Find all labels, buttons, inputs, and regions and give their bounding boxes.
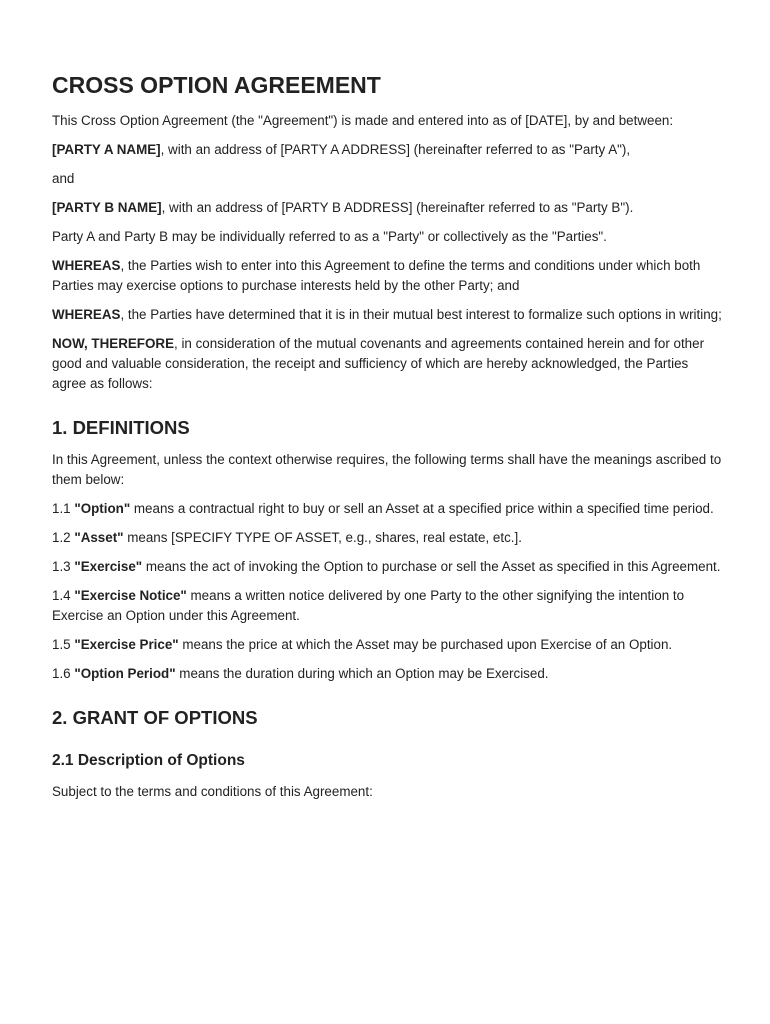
- parties-paragraph: Party A and Party B may be individually referred to as a "Party" or collectively as the "Parties".: [52, 229, 607, 244]
- definition-item: [52, 557, 722, 577]
- definition-text: means a written notice delivered by one Party to the other signifying the intention to Exercise an Option under this Agreement.: [52, 588, 685, 623]
- definition-item: [52, 528, 722, 548]
- document-title: CROSS OPTION AGREEMENT: [52, 72, 381, 98]
- definition-text: means a contractual right to buy or sell an Asset at a specified price within a specified time period.: [130, 501, 714, 516]
- definition-number: 1.3: [52, 559, 75, 574]
- definition-item: [52, 635, 722, 655]
- section-2-intro: Subject to the terms and conditions of this Agreement:: [52, 784, 373, 799]
- party-b-name: [PARTY B NAME]: [52, 200, 162, 215]
- definition-term: "Exercise Price": [74, 637, 179, 652]
- whereas-paragraph-2: [52, 305, 722, 325]
- section-1-heading: 1. DEFINITIONS: [52, 417, 190, 438]
- definition-item: [52, 586, 722, 626]
- definition-term: "Exercise Notice": [74, 588, 187, 603]
- party-a-paragraph: [52, 140, 722, 160]
- whereas-lead-1: WHEREAS: [52, 258, 121, 273]
- whereas-lead-2: WHEREAS: [52, 307, 121, 322]
- definition-number: 1.2: [52, 530, 75, 545]
- definition-item: [52, 664, 722, 684]
- definition-term: "Option": [74, 501, 131, 516]
- definition-item: [52, 499, 722, 519]
- definition-term: "Exercise": [74, 559, 143, 574]
- section-1-intro: In this Agreement, unless the context otherwise requires, the following terms shall have the meanings ascribed to them below:: [52, 452, 722, 487]
- definition-text: means the price at which the Asset may be purchased upon Exercise of an Option.: [178, 637, 673, 652]
- definition-text: means the duration during which an Option may be Exercised.: [175, 666, 549, 681]
- party-b-paragraph: [52, 198, 722, 218]
- whereas-paragraph-1: [52, 256, 722, 296]
- party-a-name: [PARTY A NAME]: [52, 142, 161, 157]
- definition-term: "Option Period": [74, 666, 176, 681]
- definition-number: 1.6: [52, 666, 75, 681]
- definition-text: means the act of invoking the Option to purchase or sell the Asset as specified in this Agreement.: [142, 559, 721, 574]
- definition-text: means [SPECIFY TYPE OF ASSET, e.g., shares, real estate, etc.].: [123, 530, 522, 545]
- party-b-details: , with an address of [PARTY B ADDRESS] (hereinafter referred to as "Party B").: [161, 200, 634, 215]
- document-page: [52, 71, 722, 811]
- now-therefore-lead: NOW, THEREFORE: [52, 336, 175, 351]
- whereas-text-1: , the Parties wish to enter into this Agreement to define the terms and conditions under which both Parties may exercise options to purchase interests held by the other Party; and: [52, 258, 701, 293]
- party-a-details: , with an address of [PARTY A ADDRESS] (hereinafter referred to as "Party A"),: [160, 142, 631, 157]
- now-therefore-paragraph: [52, 334, 722, 394]
- intro-paragraph: This Cross Option Agreement (the "Agreement") is made and entered into as of [DATE], by and between:: [52, 113, 674, 128]
- now-therefore-text: , in consideration of the mutual covenants and agreements contained herein and for other good and valuable consideration, the receipt and sufficiency of which are hereby acknowledged, the Parties agree as follows:: [52, 336, 705, 391]
- whereas-text-2: , the Parties have determined that it is in their mutual best interest to formalize such options in writing;: [120, 307, 722, 322]
- section-2-heading: 2. GRANT OF OPTIONS: [52, 707, 258, 728]
- definition-number: 1.1: [52, 501, 75, 516]
- section-2-1-heading: 2.1 Description of Options: [52, 752, 245, 769]
- and-paragraph: and: [52, 171, 75, 186]
- definition-number: 1.4: [52, 588, 75, 603]
- definition-number: 1.5: [52, 637, 75, 652]
- definition-term: "Asset": [74, 530, 124, 545]
